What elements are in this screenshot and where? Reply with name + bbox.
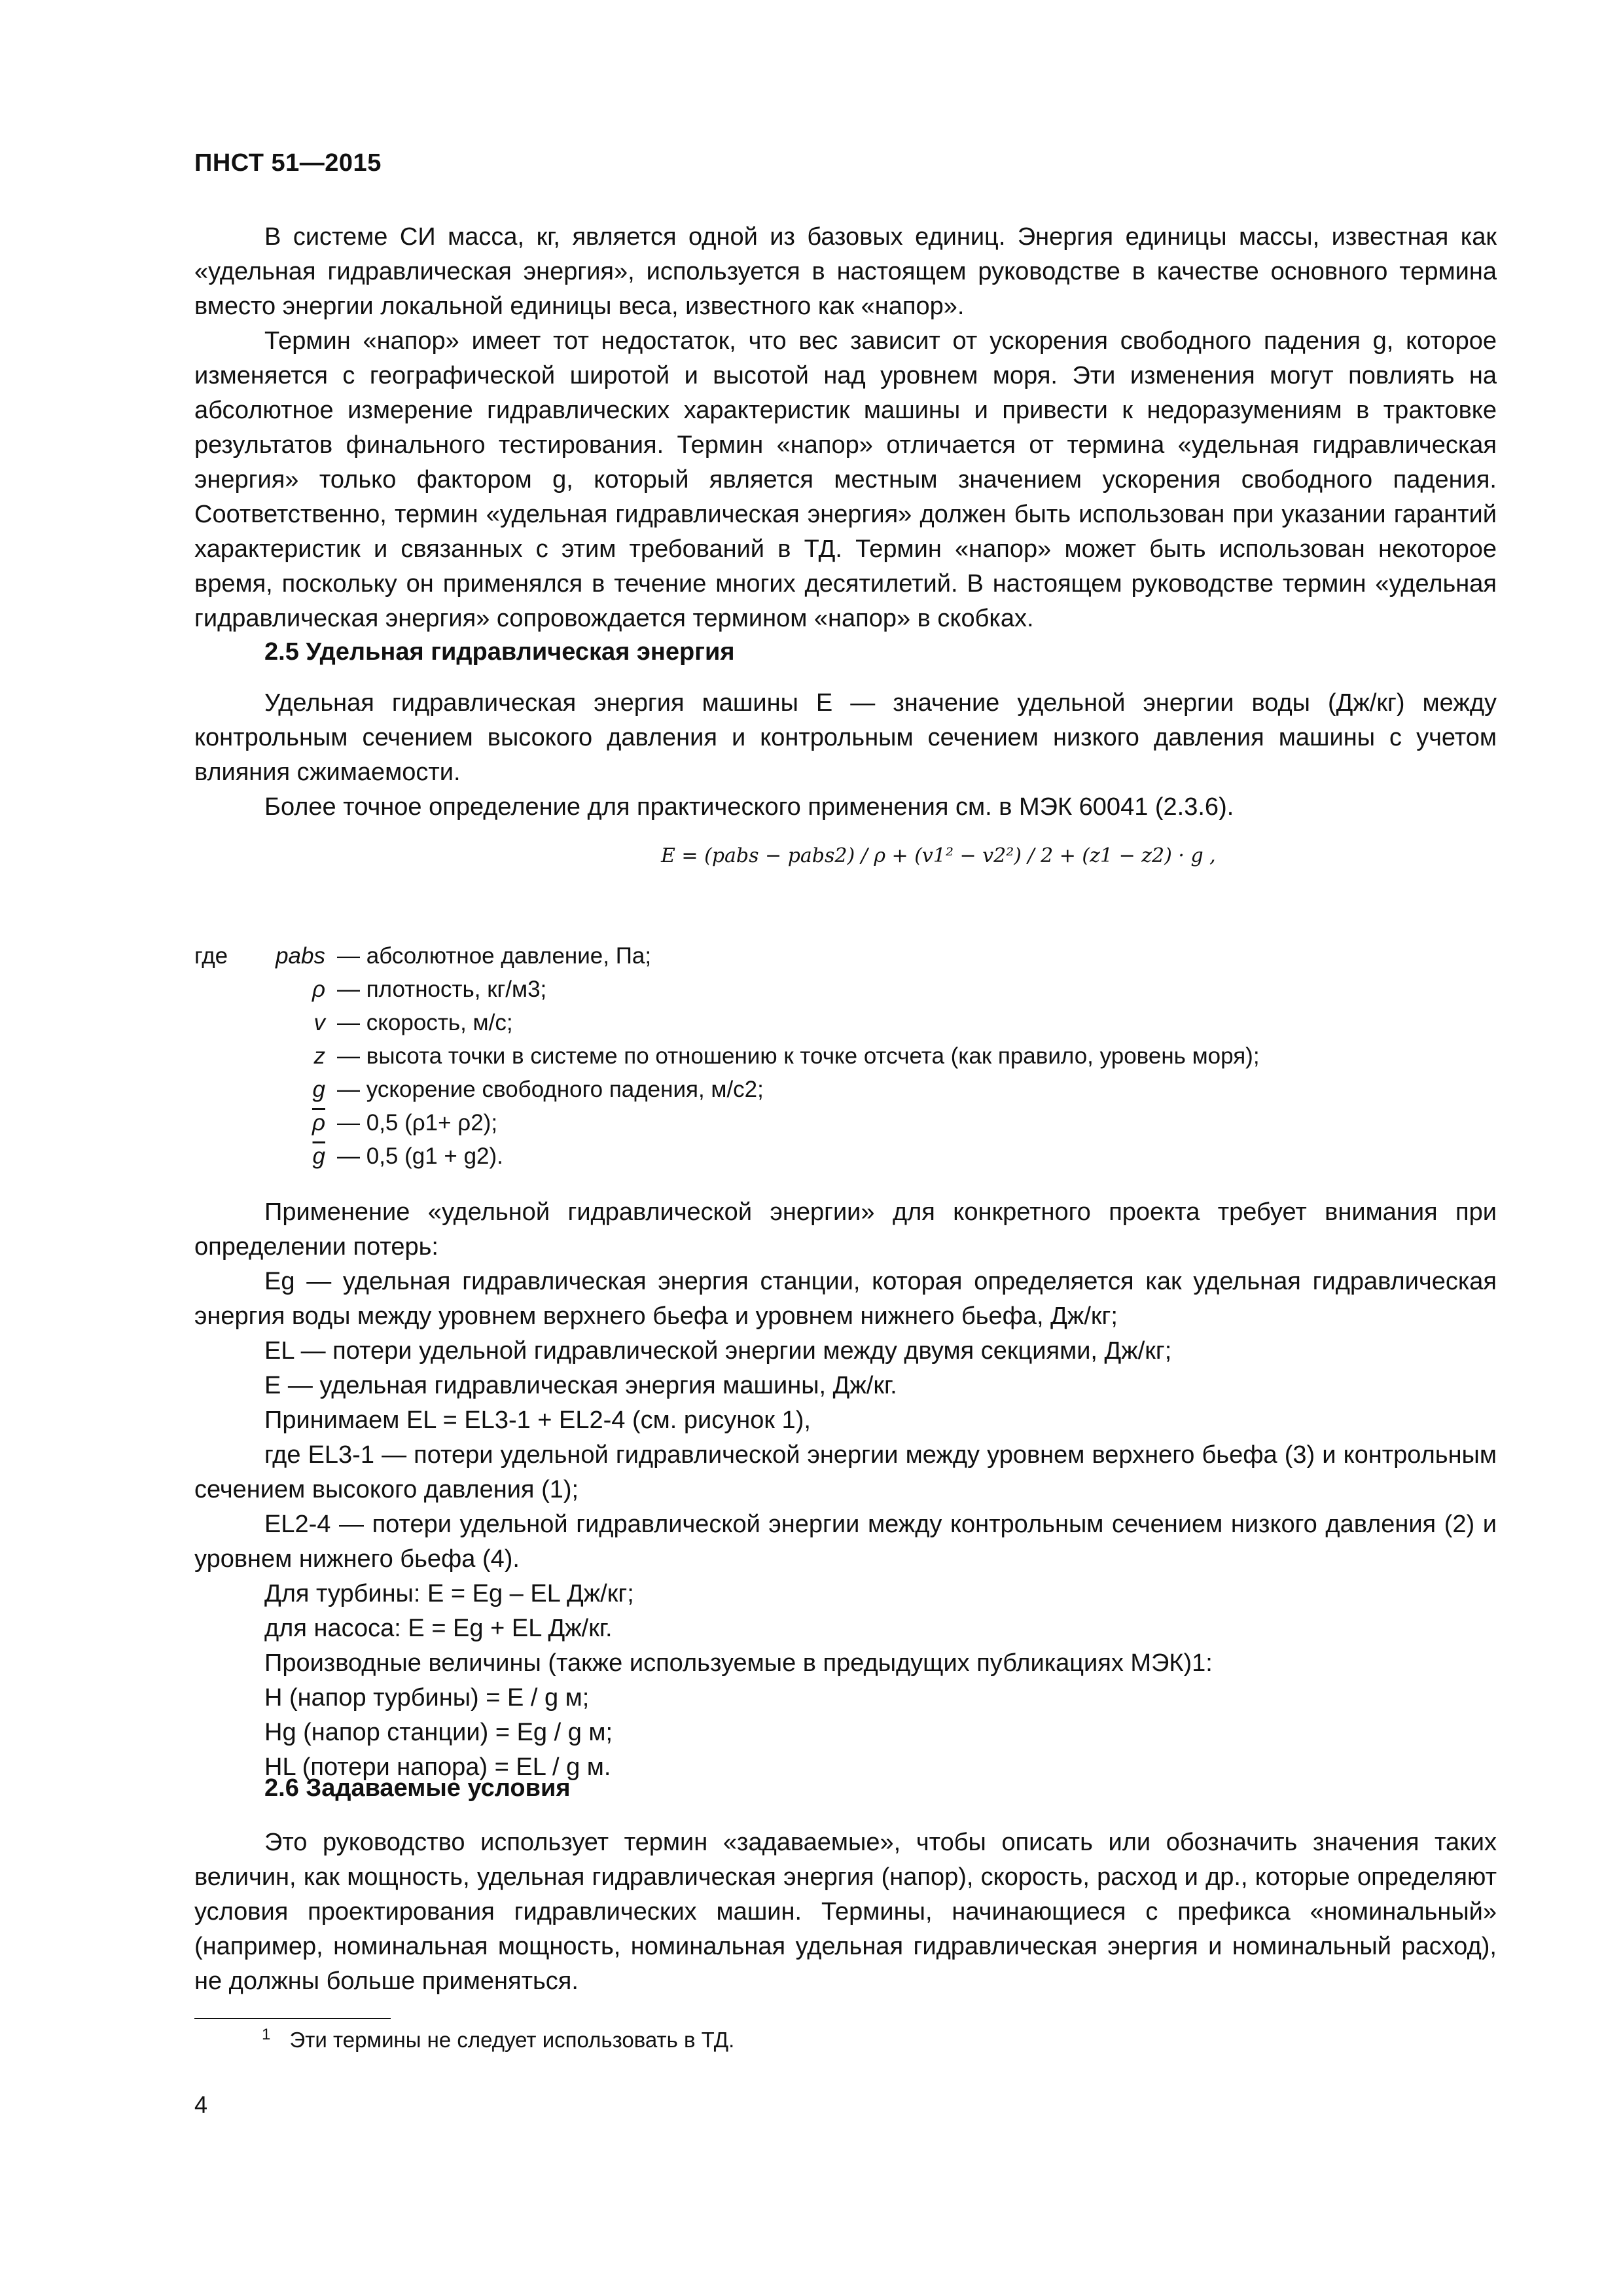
definition-text: — скорость, м/с;	[337, 1010, 513, 1035]
footnote-marker: 1	[262, 2026, 271, 2043]
section-2-5-paragraph-3: Применение «удельной гидравлической энергии» для конкретного проекта требует внимания при определении потерь:	[194, 1198, 1497, 1261]
hl-equation: HL (потери напора) = EL / g м.	[264, 1753, 611, 1781]
definition-symbol: $\overline{g}$	[312, 1143, 325, 1169]
definition-text: — плотность, кг/м3;	[337, 977, 547, 1002]
definition-text: — высота точки в системе по отношению к точке отсчета (как правило, уровень моря);	[337, 1043, 1260, 1069]
energy-formula: E = (pabs − pabs2) / ρ + (v1² − v2²) / 2 + (z1 − z2) · g ,	[661, 844, 1216, 867]
definition-text: — 0,5 (g1 + g2).	[337, 1143, 503, 1169]
hg-equation: Hg (напор станции) = Eg / g м;	[264, 1719, 613, 1746]
definition-symbol: z	[313, 1043, 325, 1069]
footnote	[262, 2028, 734, 2053]
section-heading: 2.6 Задаваемые условия	[264, 1774, 571, 1802]
section-heading: 2.5 Удельная гидравлическая энергия	[264, 638, 735, 666]
el24-definition: EL2-4 — потери удельной гидравлической энергии между контрольным сечением низкого давления (2) и уровнем нижнего бьефа (4).	[194, 1511, 1497, 1573]
intro-paragraph-2: Термин «напор» имеет тот недостаток, что вес зависит от ускорения свободного падения g, которое изменяется с географической широтой и высотой над уровнем моря. Эти изменения могут повлиять на абсолютное измерение гидравлических характеристик машины и привести к недоразумениям в трактовке результатов финального тестирования. Термин «напор» отличается от термина «удельная гидравлическая энергия» только фактором g, который является местным значением ускорения свободного падения. Соответственно, термин «удельная гидравлическая энергия» должен быть использован при указании гарантий характеристик и связанных с этим требований в ТД. Термин «напор» может быть использован некоторое время, поскольку он применялся в течение многих десятилетий. В настоящем руководстве термин «удельная гидравлическая энергия» сопровождается термином «напор» в скобках.	[194, 327, 1497, 632]
definition-symbol: pabs	[276, 943, 325, 969]
turbine-equation: Для турбины: E = Eg – EL Дж/кг;	[264, 1580, 634, 1607]
definitions-lead: где	[194, 943, 228, 969]
section-2-6	[194, 1771, 1497, 1999]
definition-symbol: v	[313, 1010, 325, 1035]
section-2-5-top	[194, 635, 1497, 825]
section-2-5-paragraph-1: Удельная гидравлическая энергия машины E — значение удельной энергии воды (Дж/кг) между контрольным сечением высокого давления и контрольным сечением низкого давления машины с учетом влияния сжимаемости.	[194, 689, 1497, 786]
definition-text: — абсолютное давление, Па;	[337, 943, 652, 969]
pump-equation: для насоса: E = Eg + EL Дж/кг.	[264, 1615, 613, 1642]
intro-block	[194, 220, 1497, 636]
el-definition: EL — потери удельной гидравлической энергии между двумя секциями, Дж/кг;	[264, 1337, 1172, 1365]
definition-symbol: ρ	[312, 977, 325, 1002]
definition-symbol: $\overline{\rho}$	[312, 1110, 325, 1136]
section-2-5-paragraph-2: Более точное определение для практического применения см. в МЭК 60041 (2.3.6).	[264, 793, 1234, 821]
e-definition: E — удельная гидравлическая энергия машины, Дж/кг.	[264, 1372, 897, 1399]
eg-definition: Eg — удельная гидравлическая энергия станции, которая определяется как удельная гидравлическая энергия воды между уровнем верхнего бьефа и уровнем нижнего бьефа, Дж/кг;	[194, 1268, 1497, 1330]
definition-text: — 0,5 (ρ1+ ρ2);	[337, 1110, 498, 1136]
definition-symbol: g	[312, 1077, 325, 1102]
accept-line: Принимаем EL = EL3-1 + EL2-4 (см. рисунок 1),	[264, 1407, 811, 1434]
h-equation: H (напор турбины) = E / g м;	[264, 1684, 590, 1712]
derived-quantities-lead: Производные величины (также используемые в предыдущих публикациях МЭК)1:	[264, 1649, 1213, 1677]
intro-paragraph-1: В системе СИ масса, кг, является одной из базовых единиц. Энергия единицы массы, известная как «удельная гидравлическая энергия», используется в настоящем руководстве в качестве основного термина вместо энергии локальной единицы веса, известного как «напор».	[194, 223, 1497, 320]
document-header: ПНСТ 51—2015	[194, 149, 382, 177]
page-number: 4	[194, 2091, 208, 2118]
section-2-5-bottom	[194, 1195, 1497, 1785]
definition-text: — ускорение свободного падения, м/с2;	[337, 1077, 764, 1102]
el31-definition: где EL3-1 — потери удельной гидравлической энергии между уровнем верхнего бьефа (3) и контрольным сечением высокого давления (1);	[194, 1441, 1497, 1503]
footnote-divider	[194, 2018, 391, 2019]
section-2-6-paragraph-1: Это руководство использует термин «задаваемые», чтобы описать или обозначить значения таких величин, как мощность, удельная гидравлическая энергия (напор), скорость, расход и др., которые определяют условия проектирования гидравлических машин. Термины, начинающиеся с префикса «номинальный» (например, номинальная мощность, номинальная удельная гидравлическая энергия и номинальный расход), не должны больше применяться.	[194, 1829, 1497, 1995]
footnote-text: Эти термины не следует использовать в ТД.	[289, 2028, 735, 2052]
